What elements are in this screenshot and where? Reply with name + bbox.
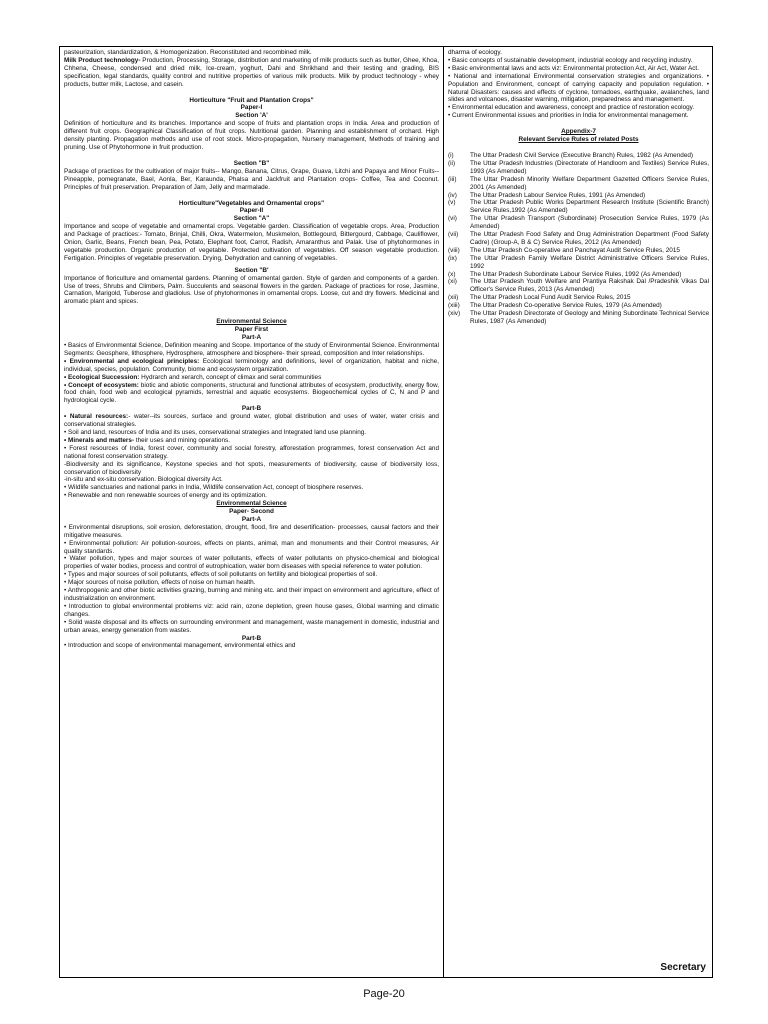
env1-a2-text: Ecological terminology and definitions, level of organization, habitat and niche, individual, species, population. Community, biome and ecosystem organization. [64, 357, 439, 373]
env2-paper: Paper- Second [229, 508, 274, 516]
env2-a7: • Introduction to global environmental problems viz: acid rain, ozone depletion, green house gases, Global warming and climatic changes. [64, 602, 439, 618]
rule-text: The Uttar Pradesh Labour Service Rules, 1991 (As Amended) [470, 191, 646, 199]
env2-part-a: Part-A [241, 515, 262, 523]
env1-b6: -in-situ and ex-situ conservation. Biological diversity Act. [64, 476, 223, 484]
rule-number: (iii) [448, 175, 457, 183]
env1-b1 [64, 413, 439, 429]
rule-number: (xi) [448, 278, 457, 286]
right-column [448, 49, 709, 326]
env1-b7: • Wildlife sanctuaries and national parks in India, Wildlife conservation Act, concept of biosphere reserves. [64, 484, 364, 492]
rule-text: The Uttar Pradesh Minority Welfare Department Gazetted Officers Service Rules, 2001 (As Amended) [470, 175, 709, 191]
list-item [448, 231, 709, 247]
rule-number: (viii) [448, 246, 460, 254]
rule-number: (ii) [448, 159, 456, 167]
env2-a1: • Environmental disruptions, soil erosion, deforestation, drought, flood, fire and desertification- processes, causal factors and their mitigative measures. [64, 523, 439, 539]
hort1-section-b-heading: Section "B" [233, 159, 270, 167]
milk-product-text: Production, Processing, Storage, distribution and marketing of milk products such as butter, Ghee, Khoa, Chhena, Cheese, condensed and dried milk, Ice-cream, yoghurt, Dahi and Shrikhand and their testing and grading, BIS specification, legal standards, quality control and nutritive properties of various milk products. Milk by product technology - whey products, butter milk, Lactose, and casein. [64, 56, 439, 88]
env-bullet-3: • National and international Environmental conservation strategies and organizations. • Population and Environment, concept of carrying capacity and population regulation. • Natural Disasters: causes and effects of cyclone, tornadoes, earthquake, avalanches, land slides and volcanoes, disaster warning, mitigation, preparedness and management. [448, 72, 709, 104]
rule-text: The Uttar Pradesh Civil Service (Executive Branch) Rules, 1982 (As Amended) [470, 151, 694, 159]
rule-text: The Uttar Pradesh Industries (Directorate of Handloom and Textiles) Service Rules, 1993 (As Amended) [470, 159, 709, 175]
env2-a5: • Major sources of noise pollution, effects of noise on human health. [64, 579, 256, 587]
env-bullet-2: • Basic environmental laws and acts viz: Environmental protection Act, Air Act, Water Act. [448, 64, 699, 72]
env1-a4 [64, 382, 439, 406]
list-item [448, 302, 709, 310]
list-item [448, 160, 709, 176]
rule-text: The Uttar Pradesh Co-operative Service Rules, 1979 (As Amended) [470, 302, 662, 310]
hort2-title: Horticulture"Vegetables and Ornamental crops" [178, 199, 325, 207]
env-bullet-1: • Basic concepts of sustainable development, industrial ecology and recycling industry. [448, 56, 693, 64]
secretary-signature: Secretary [660, 962, 706, 973]
env1-b2: • Soil and land, resources of India and its uses, conservational strategies and Integrated land use planning. [64, 428, 367, 436]
env1-b8: • Renewable and non renewable sources of energy and its optimization. [64, 492, 267, 500]
env2-a3: • Water pollution, types and major sources of water pollutants, effects of water pollutants on physico-chemical and biological properties of water bodies, process and control of eutrophication, water born diseases with special reference to water pollution. [64, 555, 439, 571]
env2-a6: • Anthropogenic and other biotic activities grazing, burning and mining etc. and their impact on environment and agriculture, effect of industrialization on environment. [64, 587, 439, 602]
list-item [448, 176, 709, 192]
hort2-section-b-heading: Section "B' [234, 266, 269, 274]
hort1-title: Horticulture "Fruit and Plantation Crops" [189, 96, 314, 104]
milk-intro: pasteurization, standardization, & Homogenization. Reconstituted and recombined milk. [64, 49, 312, 56]
rule-text: The Uttar Pradesh Food Safety and Drug Administration Department (Food Safety Cadre) (Group-A, B & C) Service Rules, 2012 (As Amended) [470, 231, 709, 246]
env1-title: Environmental Science [216, 318, 287, 326]
env1-a3-text: Hydrarch and xerarch, concept of climax and seral communities [139, 373, 322, 381]
service-rules-list [448, 152, 709, 326]
hort1-section-a-heading: Section 'A' [235, 112, 268, 120]
env2-part-b: Part-B [241, 634, 262, 642]
env1-a1: • Basics of Environmental Science, Definition meaning and Scope. Importance of the study of Environmental Science. Environmental Segments: Geosphere, lithosphere, Hydrosphere, atmosphere and biosphere- their spread, composition and Inter relationships. [64, 342, 439, 357]
list-item [448, 192, 709, 200]
list-item [448, 255, 709, 271]
rule-number: (xiv) [448, 310, 461, 318]
env2-b1: • Introduction and scope of environmental management, environmental ethics and [64, 642, 296, 650]
env1-b4: • Forest resources of India, forest cover, community and social forestry, afforestation programmes, forest conservation Act and national forest conservation strategy. [64, 444, 439, 460]
env1-paper: Paper First [234, 326, 269, 334]
list-item [448, 310, 709, 326]
env1-part-a: Part-A [241, 334, 262, 342]
env1-part-b: Part-B [241, 405, 262, 413]
rule-text: The Uttar Pradesh Local Fund Audit Service Rules, 2015 [470, 294, 631, 302]
column-divider [443, 47, 444, 977]
rule-number: (xii) [448, 294, 459, 302]
rule-number: (vi) [448, 215, 457, 223]
env1-b1-heading: • Natural resources: [64, 413, 129, 421]
rule-text: The Uttar Pradesh Youth Welfare and Prantiya Rakshak Dal /Pradeshik Vikas Dal Officer's Service Rules, 2013 (As Amended) [470, 278, 709, 294]
continuation-line: dharma of ecology. [448, 49, 502, 56]
milk-product-paragraph [64, 57, 439, 89]
env1-a2-heading: • Environmental and ecological principles: [64, 357, 200, 365]
rule-number: (v) [448, 199, 456, 207]
hort1-paper: Paper-I [240, 104, 263, 112]
env1-b3-text: their uses and mining operations. [134, 436, 230, 444]
list-item [448, 152, 709, 160]
env1-b3 [64, 437, 439, 445]
rule-text: The Uttar Pradesh Directorate of Geology and Mining Subordinate Technical Service Rules, 1987 (As Amended) [470, 310, 709, 325]
hort2-section-b-text: Importance of floriculture and ornamental gardens. Planning of ornamental garden. Style of garden and components of a garden. Use of trees, Shrubs and Climbers, Palm. Succulents and seasonal flowers in the garden. Package of practices for rose, Jasmine, Carnation, Marigold, Tuberose and gladiolus. Use of phytohormones in ornamental crops. Loose, cut and dry flowers. Medicinal and aromatic plant and spices. [64, 274, 439, 306]
rule-number: (x) [448, 270, 456, 278]
env2-title: Environmental Science [216, 500, 287, 508]
hort2-paper: Paper-II [239, 207, 264, 215]
rule-text: The Uttar Pradesh Family Welfare District Administrative Officers Service Rules, 1992 [470, 254, 709, 270]
appendix-title: Appendix-7 [561, 128, 596, 136]
page-number: Page-20 [363, 988, 405, 1000]
rule-number: (vii) [448, 231, 459, 239]
env1-a4-text: biotic and abiotic components, structural and functional attributes of ecosystem, productivity, energy flow, food chain, food web and ecological pyramids, terrestrial and aquatic ecosystems. Biogeochemical cycles of C, N and P and hydrological cycle. [64, 381, 439, 405]
env-bullet-5: • Current Environmental issues and priorities in India for environmental management. [448, 112, 689, 120]
list-item [448, 278, 709, 294]
appendix-subtitle: Relevant Service Rules of related Posts [518, 136, 639, 144]
env1-a4-heading: • Concept of ecosystem: [64, 381, 139, 389]
list-item [448, 271, 709, 279]
hort2-section-a-text: Importance and scope of vegetable and ornamental crops. Vegetable garden. Classification of vegetable crops. Area, Production and Package of practices:- Tomato, Brinjal, Chilli, Okra, Watermelon, Muskmelon, Bottlegourd, Bittergourd, Cabbage, Cauliflower, Onion, Garlic, Beans, French bean, Pea, Potato, Elephant foot, Carrot, Radish, Amaranthus and Palak. Use of phytohormones in vegetable production. Organic production of vegetable. Protected cultivation of vegetables. Off season vegetable production. Fertigation. Principles of vegetable preservation. Drying, Dehydration and canning of vegetables. [64, 223, 439, 262]
env1-b1-text: - water--its sources, surface and ground water, global distribution and uses of water, water crisis and conservational strategies. [64, 413, 439, 429]
list-item [448, 247, 709, 255]
env1-b5: -Biodiversity and its significance, Keystone species and hot spots, measurements of biodiversity, cause of biodiversity loss, conservation of biodiversity [64, 460, 439, 476]
left-column [64, 49, 439, 650]
milk-product-heading: Milk Product technology- [64, 56, 141, 64]
rule-text: The Uttar Pradesh Public Works Department Research Institute (Scientific Branch) Service Rules,1992 (As Amended) [470, 199, 709, 215]
rule-number: (xiii) [448, 302, 460, 310]
env2-a4: • Types and major sources of soil pollutants, effects of soil pollutants on fertility and biological properties of soil. [64, 571, 378, 579]
list-item [448, 215, 709, 231]
env-bullet-4: • Environmental education and awareness, concept and practice of restoration ecology. [448, 104, 695, 112]
env1-a2 [64, 358, 439, 374]
list-item [448, 294, 709, 302]
rule-number: (i) [448, 151, 454, 159]
hort1-section-b-text: Package of practices for the cultivation of major fruits-- Mango, Banana, Citrus, Grape, Guava, Litchi and Papaya and Minor Fruits-- Pineapple, pomegranate, Bael, Aonla, Ber, Karaunda, Phalsa and Jackfruit and Plantation crops- Coffee, Tea and Coconut. Principles of fruit preservation. Preparation of Jam, Jelly and marmalade. [64, 167, 439, 191]
env1-a3-heading: • Ecological Succession: [64, 373, 140, 381]
hort1-section-a-text: Definition of horticulture and its branches. Importance and scope of fruits and plantation crops in India. Area and production of different fruit crops. Geographical Classification of fruit crops. Nutritional garden. Planning and establishment of orchard. High density planting. Propagation methods and use of root stock. Micro-propagation, Nursery management, Methods of training and pruning. Use of Phytohormone in fruit production. [64, 120, 439, 151]
page-frame [59, 46, 713, 978]
env1-b3-heading: • Minerals and matters- [64, 436, 135, 444]
list-item [448, 199, 709, 215]
rule-text: The Uttar Pradesh Transport (Subordinate) Prosecution Service Rules, 1979 (As Amended) [470, 215, 709, 231]
rule-number: (ix) [448, 254, 457, 262]
rule-text: The Uttar Pradesh Subordinate Labour Service Rules, 1992 (As Amended) [470, 270, 682, 278]
env1-a3 [64, 374, 439, 382]
rule-number: (iv) [448, 191, 457, 199]
env2-a2: • Environmental pollution: Air pollution-sources, effects on plants, animal, man and monuments and their Control measures, Air quality standards. [64, 539, 439, 555]
hort2-section-a-heading: Section "A" [233, 215, 270, 223]
rule-text: The Uttar Pradesh Co-operative and Panchayat Audit Service Rules, 2015 [470, 246, 680, 254]
env2-a8: • Solid waste disposal and its effects on surrounding environment and management, waste management in domestic, industrial and urban areas, energy generation from wastes. [64, 618, 439, 634]
